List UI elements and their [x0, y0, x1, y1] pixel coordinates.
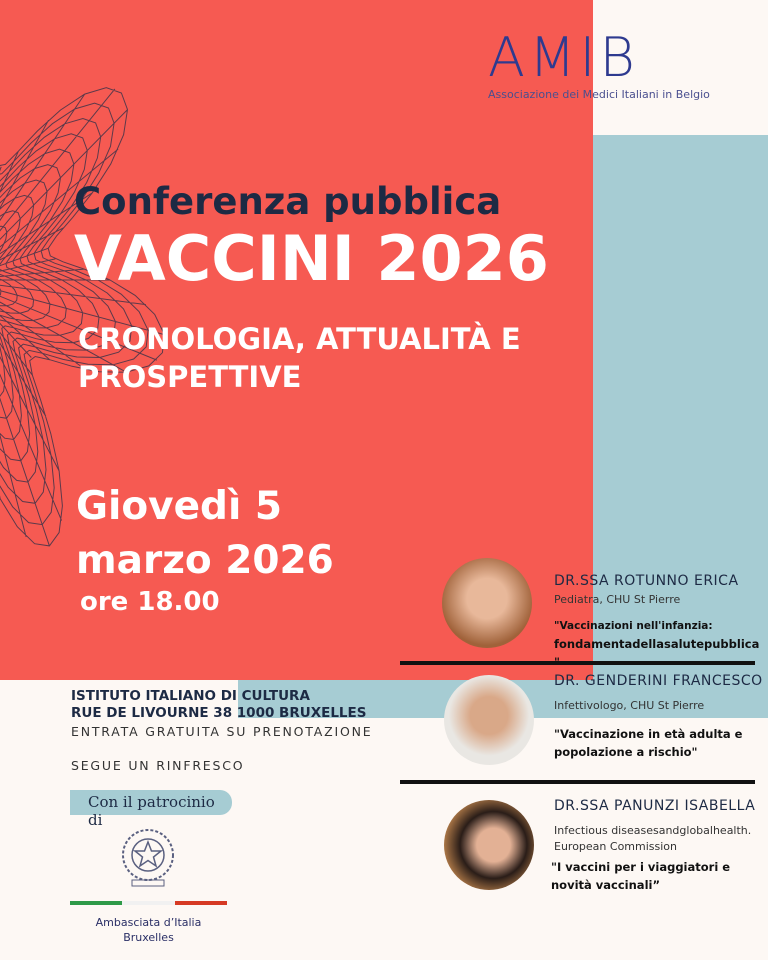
italian-flag-bar — [70, 901, 227, 905]
role-line: Infectious diseasesandglobalhealth. — [554, 824, 752, 837]
speaker-photo — [442, 558, 532, 648]
amib-logo — [488, 26, 710, 101]
event-date — [76, 480, 334, 588]
event-title: VACCINI 2026 — [74, 222, 549, 295]
italian-emblem-icon — [118, 825, 178, 890]
speaker-photo — [444, 675, 534, 765]
role-line: European Commission — [554, 840, 678, 853]
event-subtitle: CRONOLOGIA, ATTUALITÀ E PROSPETTIVE — [78, 322, 521, 394]
entry-note: ENTRATA GRATUITA SU PRENOTAZIONE — [71, 724, 373, 739]
venue-name: ISTITUTO ITALIANO DI CULTURA — [71, 688, 310, 704]
speaker-role: Infettivologo, CHU St Pierre — [554, 699, 705, 712]
speaker-role — [554, 823, 751, 855]
venue — [71, 688, 366, 722]
logo-subtitle: Associazione dei Medici Italiani in Belgio — [488, 88, 710, 101]
date-line-2: marzo 2026 — [76, 538, 334, 583]
sponsor-name — [70, 915, 227, 945]
event-kind: Conferenza pubblica — [74, 180, 502, 223]
talk-line: "Vaccinazione in età adulta e — [554, 727, 743, 741]
divider — [400, 780, 755, 784]
sponsor-name-line: Bruxelles — [123, 931, 174, 944]
speaker-talk — [551, 858, 730, 894]
divider — [400, 661, 755, 665]
refreshment-note: SEGUE UN RINFRESCO — [71, 758, 245, 773]
event-time: ore 18.00 — [80, 587, 220, 617]
date-line-1: Giovedì 5 — [76, 484, 283, 529]
talk-line: popolazione a rischio" — [554, 745, 698, 759]
talk-line: "I vaccini per i viaggiatori e — [551, 860, 731, 874]
sponsor-name-line: Ambasciata d’Italia — [95, 916, 202, 929]
speaker-name: DR.SSA ROTUNNO ERICA — [554, 573, 739, 589]
logo-text: AMIB — [488, 26, 639, 89]
speaker-name: DR.SSA PANUNZI ISABELLA — [554, 798, 756, 814]
venue-address: RUE DE LIVOURNE 38 1000 BRUXELLES — [71, 705, 367, 721]
talk-line: "Vaccinazioni nell'infanzia: — [554, 620, 713, 632]
speaker-talk — [554, 725, 742, 761]
talk-line: fondamentadellasalutepubblica — [554, 637, 760, 651]
speaker-photo — [444, 800, 534, 890]
speaker-name: DR. GENDERINI FRANCESCO — [554, 673, 763, 689]
patronage-label: Con il patrocinio di — [70, 790, 232, 815]
talk-line: novità vaccinali” — [551, 878, 661, 892]
speaker-role: Pediatra, CHU St Pierre — [554, 593, 681, 606]
